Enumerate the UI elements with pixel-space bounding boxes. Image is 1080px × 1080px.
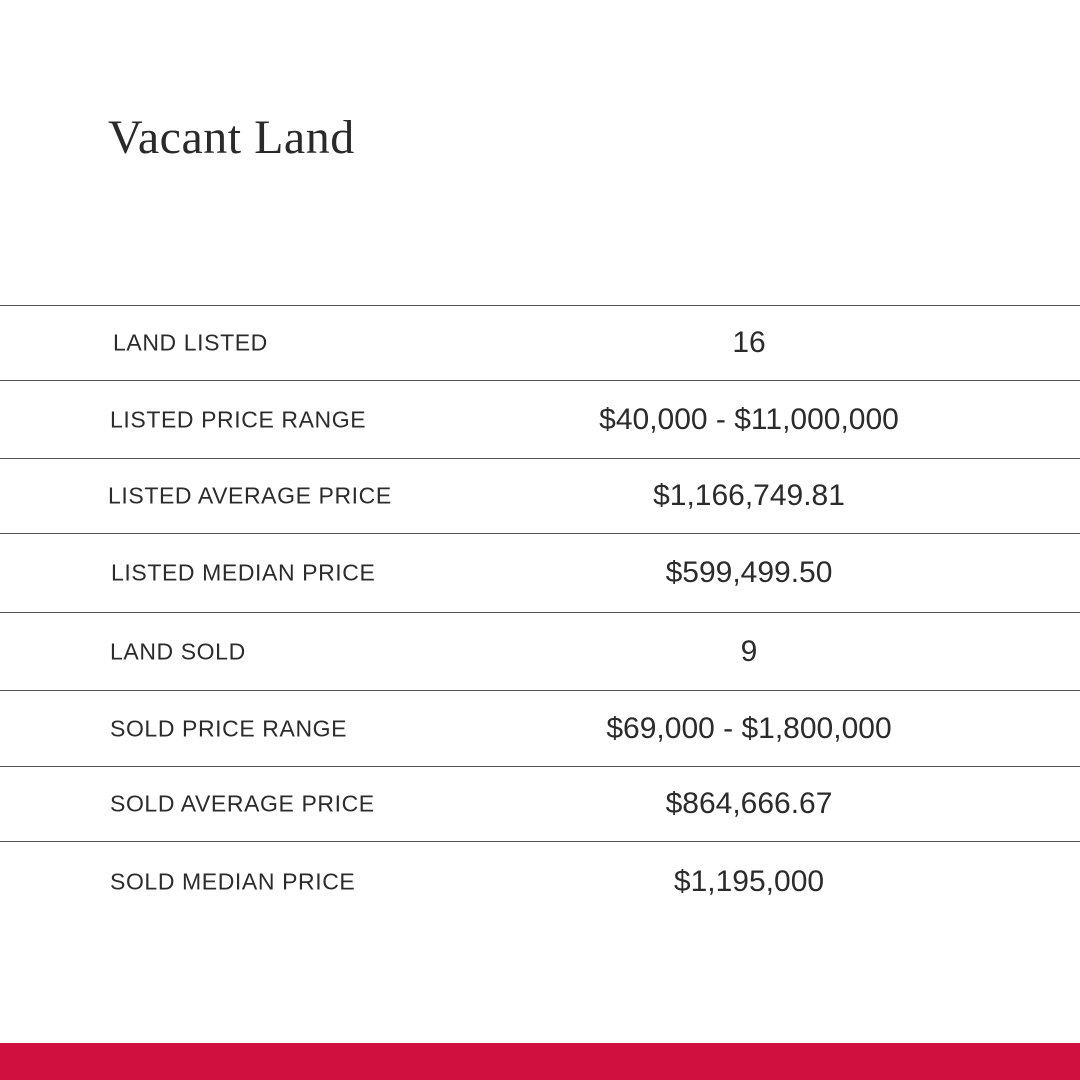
footer-accent-bar	[0, 1043, 1080, 1080]
row-value: $40,000 - $11,000,000	[599, 402, 899, 436]
table-row-listed-average-price	[0, 458, 1080, 533]
table-row-land-listed	[0, 305, 1080, 380]
row-label: LAND LISTED	[113, 329, 268, 356]
row-label: SOLD AVERAGE PRICE	[110, 790, 375, 817]
table-row-listed-price-range	[0, 380, 1080, 458]
row-value: $1,166,749.81	[653, 479, 845, 512]
table-row-listed-median-price	[0, 533, 1080, 612]
row-label: LAND SOLD	[110, 638, 246, 664]
page-title: Vacant Land	[108, 111, 355, 164]
row-value: $864,666.67	[665, 787, 833, 820]
row-label: SOLD PRICE RANGE	[110, 715, 348, 741]
stats-table	[0, 305, 1080, 921]
row-value: 9	[740, 634, 758, 668]
row-label: LISTED AVERAGE PRICE	[108, 482, 392, 509]
table-row-sold-average-price	[0, 766, 1080, 841]
table-row-sold-price-range	[0, 690, 1080, 766]
table-row-land-sold	[0, 612, 1080, 690]
table-row-sold-median-price	[0, 841, 1080, 921]
row-value: $1,195,000	[673, 864, 825, 898]
row-label: LISTED MEDIAN PRICE	[111, 559, 376, 586]
row-value: 16	[732, 326, 766, 359]
row-value: $599,499.50	[665, 556, 833, 589]
row-label: LISTED PRICE RANGE	[110, 406, 367, 432]
row-label: SOLD MEDIAN PRICE	[110, 868, 356, 894]
row-value: $69,000 - $1,800,000	[606, 711, 892, 745]
